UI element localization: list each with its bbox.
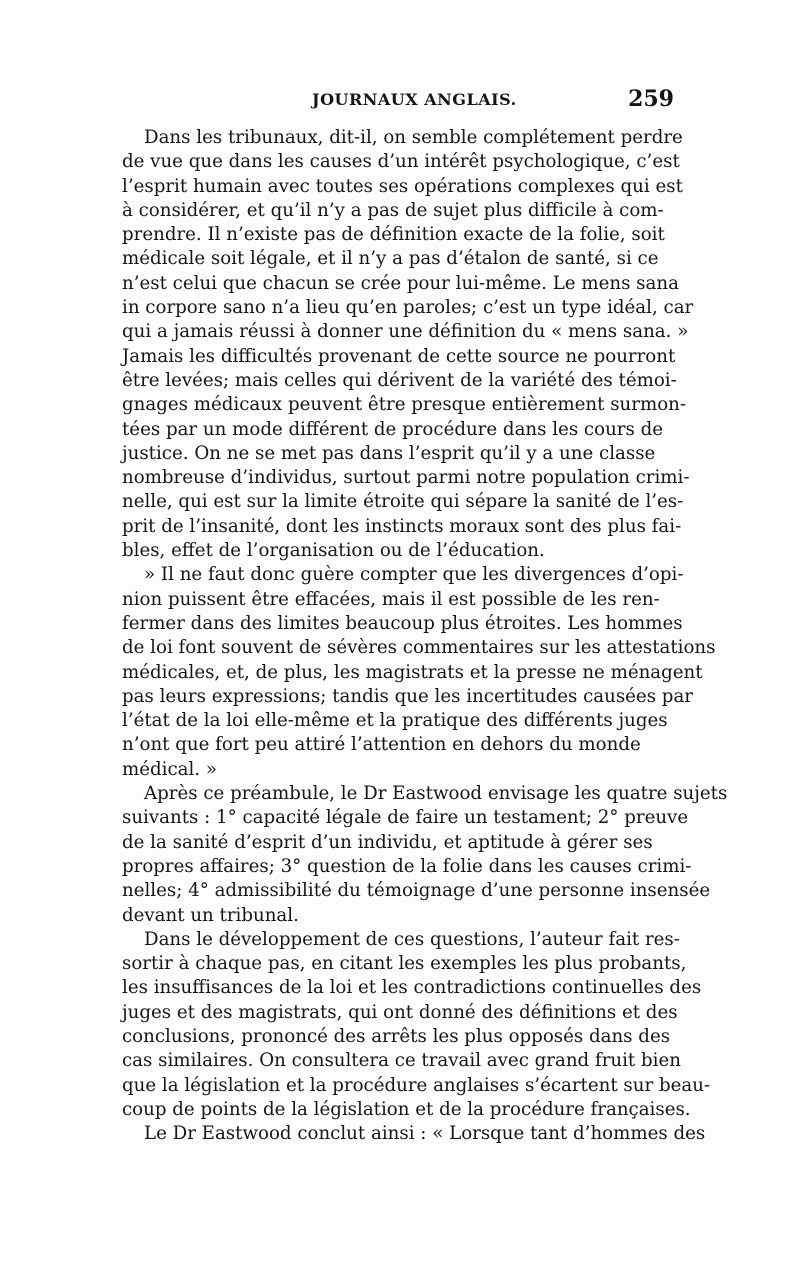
text-line: les insuffisances de la loi et les contradictions continuelles des bbox=[122, 977, 702, 999]
text-line: nelles; 4° admissibilité du témoignage d’une personne insensée bbox=[122, 880, 711, 902]
text-line: médicales, et, de plus, les magistrats et la presse ne ménagent bbox=[122, 661, 703, 683]
text-line: prit de l’insanité, dont les instincts moraux sont des plus fai- bbox=[122, 515, 682, 537]
text-line: cas similaires. On consultera ce travail avec grand fruit bien bbox=[122, 1050, 681, 1072]
text-line: devant un tribunal. bbox=[122, 904, 299, 926]
page-header bbox=[122, 86, 674, 120]
text-line: que la législation et la procédure anglaises s’écartent sur beau- bbox=[122, 1074, 711, 1096]
text-line: de vue que dans les causes d’un intérêt psychologique, c’est bbox=[122, 151, 680, 173]
running-title: JOURNAUX ANGLAIS. bbox=[312, 90, 517, 109]
text-line: de loi font souvent de sévères commentaires sur les attestations bbox=[122, 637, 716, 659]
text-line: nombreuse d’individus, surtout parmi notre population crimi- bbox=[122, 467, 690, 489]
page-number: 259 bbox=[628, 86, 674, 112]
text-line: qui a jamais réussi à donner une définition du « mens sana. » bbox=[122, 321, 689, 343]
text-line: conclusions, prononcé des arrêts les plus opposés dans des bbox=[122, 1025, 671, 1047]
text-line: juges et des magistrats, qui ont donné des définitions et des bbox=[122, 1001, 678, 1023]
text-line: » Il ne faut donc guère compter que les divergences d’opi- bbox=[144, 564, 684, 586]
text-line: gnages médicaux peuvent être presque entièrement surmon- bbox=[122, 394, 687, 416]
text-line: sortir à chaque pas, en citant les exemples les plus probants, bbox=[122, 953, 687, 975]
text-line: Le Dr Eastwood conclut ainsi : « Lorsque tant d’hommes des bbox=[144, 1123, 706, 1145]
text-line: l’état de la loi elle-même et la pratique des différents juges bbox=[122, 710, 668, 732]
text-line: Après ce préambule, le Dr Eastwood envisage les quatre sujets bbox=[144, 783, 728, 805]
text-line: coup de points de la législation et de la procédure françaises. bbox=[122, 1098, 691, 1120]
text-line: médicale soit légale, et il n’y a pas d’étalon de santé, si ce bbox=[122, 248, 659, 270]
body-text bbox=[122, 126, 728, 1146]
text-line: être levées; mais celles qui dérivent de la variété des témoi- bbox=[122, 369, 677, 391]
text-line: de la sanité d’esprit d’un individu, et aptitude à gérer ses bbox=[122, 831, 653, 853]
text-line: fermer dans des limites beaucoup plus étroites. Les hommes bbox=[122, 612, 683, 634]
text-line: n’est celui que chacun se crée pour lui-même. Le mens sana bbox=[122, 272, 679, 294]
text-line: à considérer, et qu’il n’y a pas de sujet plus difficile à com- bbox=[122, 199, 664, 221]
text-line: Dans les tribunaux, dit-il, on semble complétement perdre bbox=[144, 127, 683, 148]
text-line: médical. » bbox=[122, 758, 218, 780]
text-line: prendre. Il n’existe pas de définition exacte de la folie, soit bbox=[122, 224, 665, 246]
text-line: in corpore sano n’a lieu qu’en paroles; c’est un type idéal, car bbox=[122, 297, 694, 319]
text-line: tées par un mode différent de procédure dans les cours de bbox=[122, 418, 663, 440]
text-line: Jamais les difficultés provenant de cette source ne pourront bbox=[122, 345, 676, 367]
text-line: nelle, qui est sur la limite étroite qui sépare la sanité de l’es- bbox=[122, 491, 684, 513]
text-line: l’esprit humain avec toutes ses opérations complexes qui est bbox=[122, 175, 683, 197]
text-line: suivants : 1° capacité légale de faire un testament; 2° preuve bbox=[122, 807, 689, 829]
text-line: Dans le développement de ces questions, l’auteur fait res- bbox=[144, 928, 680, 950]
text-line: propres affaires; 3° question de la folie dans les causes crimi- bbox=[122, 855, 692, 877]
text-line: pas leurs expressions; tandis que les incertitudes causées par bbox=[122, 685, 693, 707]
text-line: n’ont que fort peu attiré l’attention en dehors du monde bbox=[122, 734, 641, 756]
text-line: justice. On ne se met pas dans l’esprit qu’il y a une classe bbox=[122, 442, 656, 464]
text-line: nion puissent être effacées, mais il est possible de les ren- bbox=[122, 588, 660, 610]
text-line: bles, effet de l’organisation ou de l’éducation. bbox=[122, 540, 545, 562]
